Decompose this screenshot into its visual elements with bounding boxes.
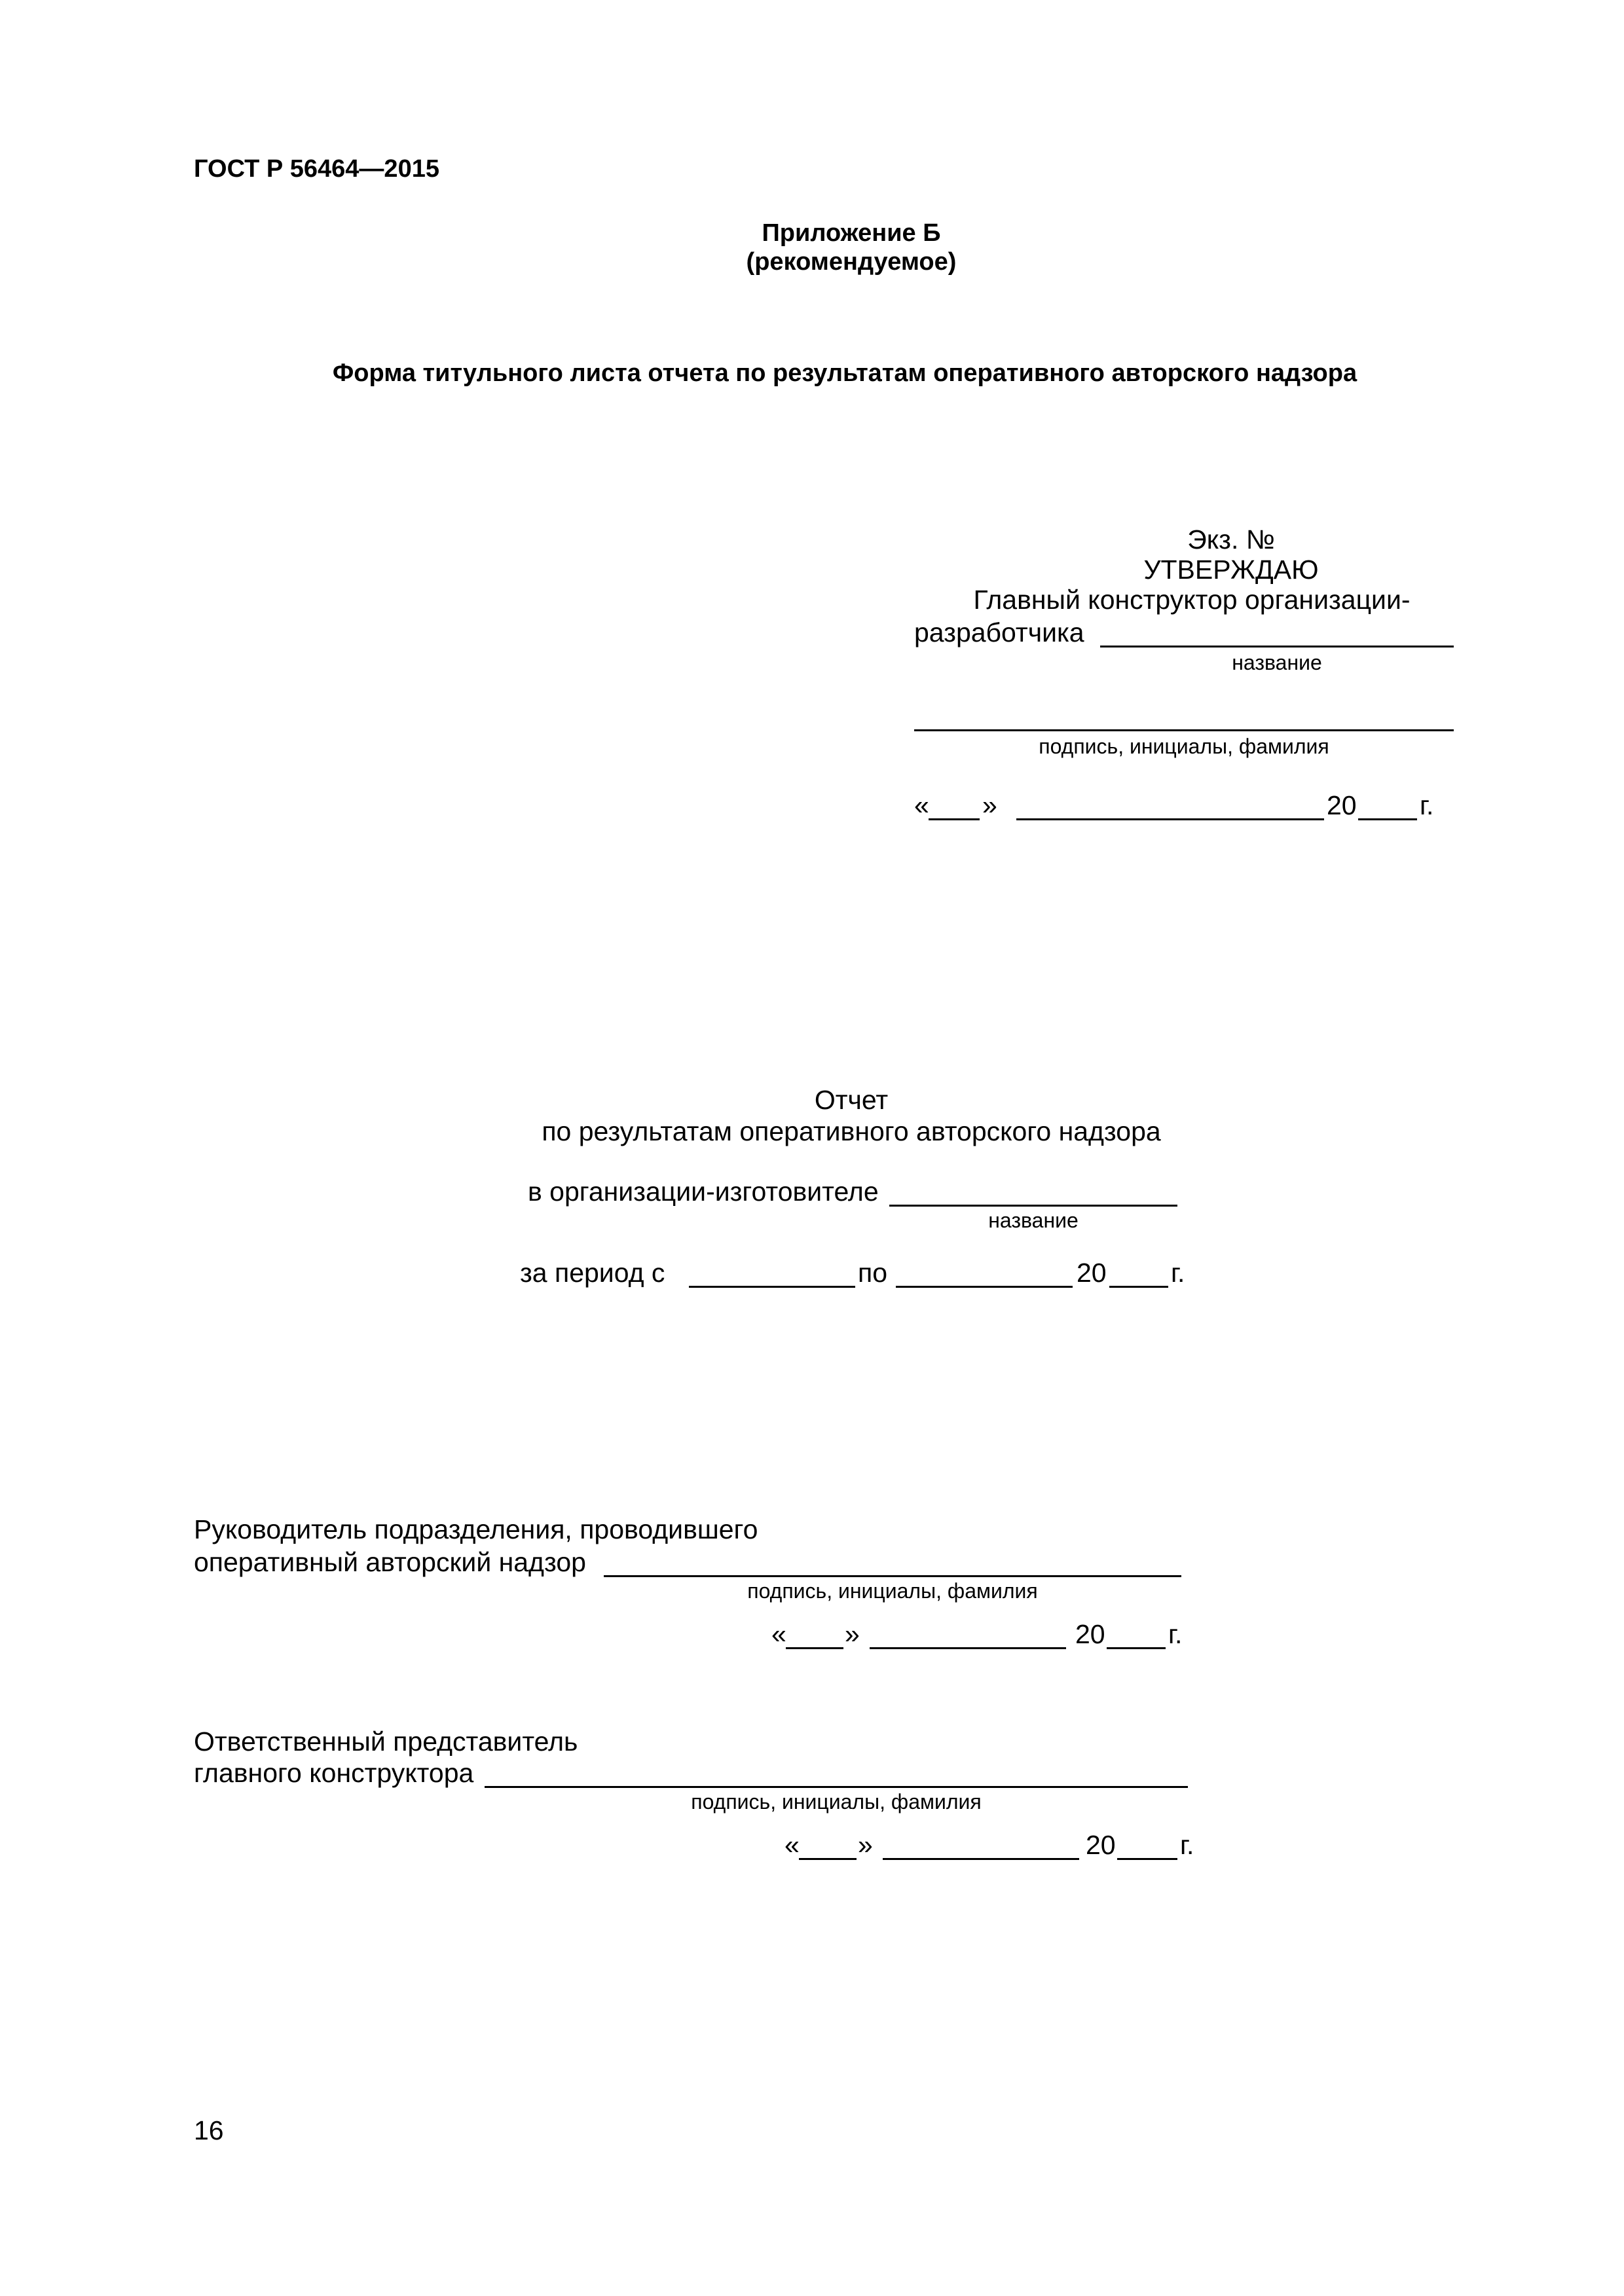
date-day-line (799, 1858, 857, 1860)
date-month-line (1016, 818, 1324, 820)
period-from-label: за период с (520, 1258, 665, 1288)
approve-label: УТВЕРЖДАЮ (1143, 555, 1319, 585)
manufacturer-name-caption: название (988, 1209, 1079, 1232)
rep-signature-line (485, 1786, 1188, 1788)
date-open-quote: « (914, 790, 929, 820)
form-title: Форма титульного листа отчета по результатам оперативного авторского надзора (332, 359, 1357, 387)
date-day-line (929, 818, 980, 820)
period-to-label: по (858, 1258, 888, 1288)
date-year-line (1117, 1858, 1177, 1860)
organization-name-line (1100, 646, 1454, 647)
manufacturer-name-line (889, 1205, 1177, 1207)
approver-signature-line (914, 729, 1454, 731)
date-year-prefix: 20 (1086, 1830, 1116, 1860)
report-subtitle: по результатам оперативного авторского надзора (542, 1116, 1161, 1146)
date-year-prefix: 20 (1075, 1619, 1105, 1649)
approver-position-line2: разработчика (914, 617, 1084, 647)
date-day-line (786, 1647, 843, 1649)
date-year-suffix: г. (1420, 790, 1434, 820)
report-title: Отчет (814, 1085, 889, 1115)
date-open-quote: « (771, 1619, 786, 1649)
date-year-line (1107, 1647, 1166, 1649)
period-year-suffix: г. (1171, 1258, 1185, 1288)
date-year-prefix: 20 (1327, 790, 1357, 820)
date-month-line (870, 1647, 1066, 1649)
appendix-title: Приложение Б (762, 219, 941, 247)
date-open-quote: « (784, 1830, 800, 1860)
head-signatory-line2: оперативный авторский надзор (194, 1547, 586, 1577)
document-code: ГОСТ Р 56464—2015 (194, 155, 439, 183)
organization-name-caption: название (1232, 651, 1322, 674)
period-year-line (1109, 1286, 1168, 1288)
copy-number-label: Экз. № (1187, 524, 1275, 555)
head-signatory-line1: Руководитель подразделения, проводившего (194, 1514, 758, 1544)
head-signature-caption: подпись, инициалы, фамилия (747, 1579, 1038, 1603)
date-close-quote: » (982, 790, 997, 820)
date-close-quote: » (845, 1619, 860, 1649)
period-to-line (896, 1286, 1073, 1288)
head-signature-line (604, 1575, 1181, 1577)
page-number: 16 (194, 2115, 224, 2145)
date-close-quote: » (858, 1830, 873, 1860)
date-year-suffix: г. (1180, 1830, 1194, 1860)
period-year-prefix: 20 (1077, 1258, 1107, 1288)
approver-signature-caption: подпись, инициалы, фамилия (1039, 735, 1329, 758)
rep-signatory-line2: главного конструктора (194, 1758, 474, 1788)
period-from-line (689, 1286, 855, 1288)
rep-signatory-line1: Ответственный представитель (194, 1726, 578, 1757)
appendix-note: (рекомендуемое) (746, 248, 957, 276)
date-month-line (883, 1858, 1079, 1860)
manufacturer-label: в организации-изготовителе (528, 1176, 879, 1207)
rep-signature-caption: подпись, инициалы, фамилия (691, 1790, 982, 1813)
approver-position-line1: Главный конструктор организации- (973, 585, 1411, 615)
date-year-line (1358, 818, 1417, 820)
date-year-suffix: г. (1168, 1619, 1183, 1649)
